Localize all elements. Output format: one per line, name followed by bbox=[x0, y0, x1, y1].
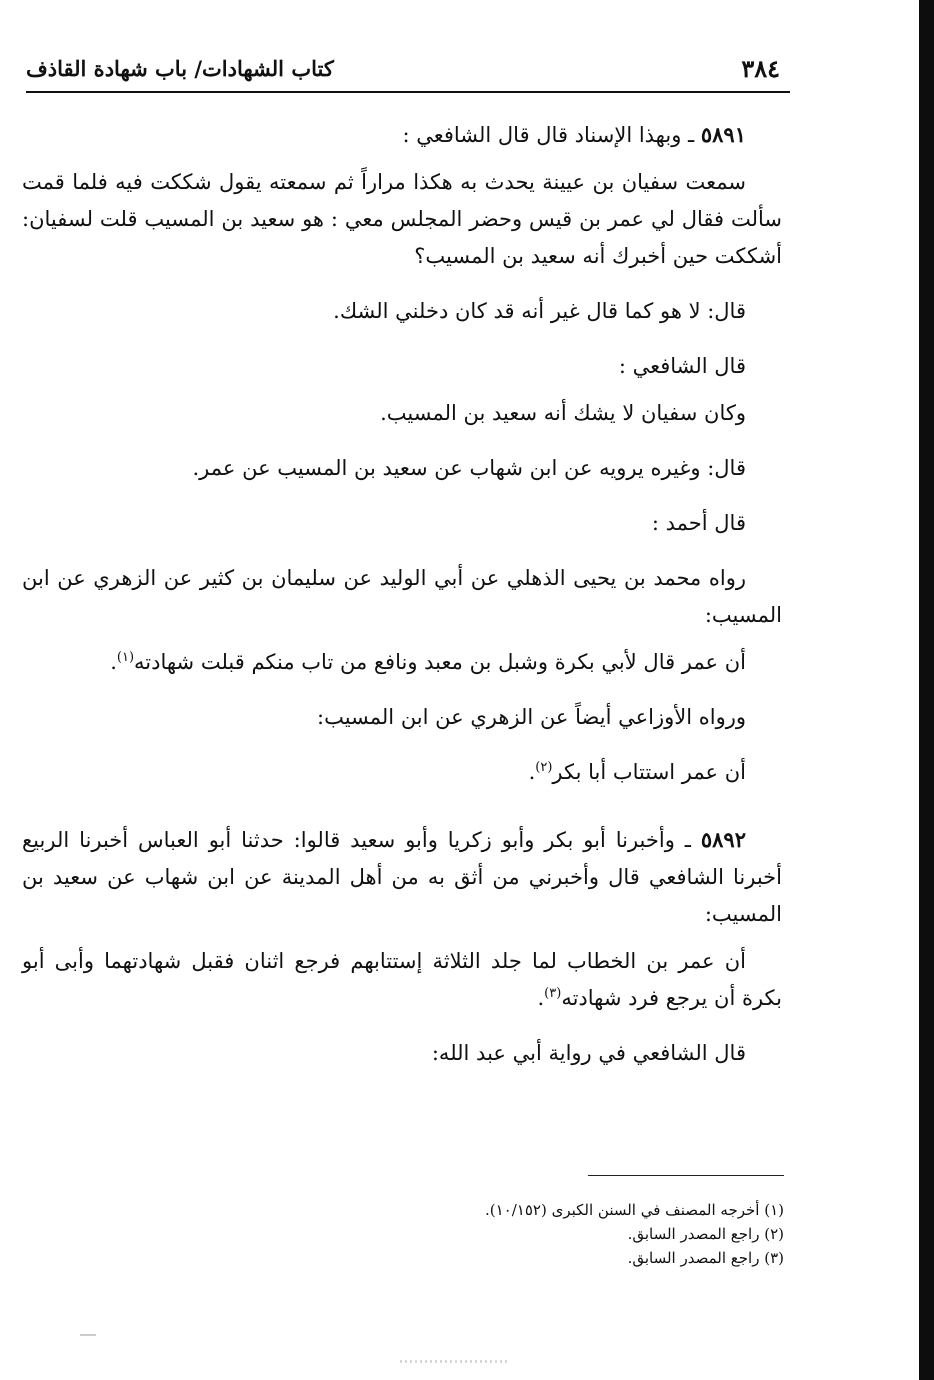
footnote-ref-1: (١) bbox=[116, 650, 135, 665]
paragraph-12: ـ وأخبرنا أبو بكر وأبو زكريا وأبو سعيد قالوا: حدثنا أبو العباس أخبرنا الربيع أخبرنا الشافعي قال وأخبرني من أثق به من أهل المدينة عن ابن شهاب عن سعيد بن المسيب: bbox=[22, 828, 782, 926]
main-text bbox=[22, 116, 782, 1090]
footnotes bbox=[380, 1198, 784, 1270]
paragraph-11-end: . bbox=[528, 760, 536, 784]
paragraph-13-text: أن عمر بن الخطاب لما جلد الثلاثة إستتابهم فرجع اثنان فقبل شهادتهما وأبى أبو بكرة أن يرجع فرد شهادته bbox=[22, 949, 782, 1010]
paragraph-6: قال: وغيره يرويه عن ابن شهاب عن سعيد بن المسيب عن عمر. bbox=[192, 456, 746, 480]
paragraph-7: قال أحمد : bbox=[651, 511, 746, 535]
paragraph-3: قال: لا هو كما قال غير أنه قد كان دخلني الشك. bbox=[333, 299, 746, 323]
paragraph-10: ورواه الأوزاعي أيضاً عن الزهري عن ابن المسيب: bbox=[317, 705, 746, 729]
running-title: كتاب الشهادات/ باب شهادة القاذف bbox=[26, 56, 334, 81]
hadith-number-5891: ٥٨٩١ bbox=[700, 122, 746, 147]
hadith-5892 bbox=[22, 821, 782, 933]
footnote-2: (٢) راجع المصدر السابق. bbox=[627, 1225, 784, 1243]
scan-noise bbox=[400, 1360, 510, 1363]
paragraph-14: قال الشافعي في رواية أبي عبد الله: bbox=[431, 1041, 746, 1065]
paragraph-5: وكان سفيان لا يشك أنه سعيد بن المسيب. bbox=[380, 401, 746, 425]
paragraph-9-text: أن عمر قال لأبي بكرة وشبل بن معبد ونافع من تاب منكم قبلت شهادته bbox=[134, 650, 746, 674]
scan-edge-shadow bbox=[919, 0, 934, 1380]
footnote-ref-2: (٢) bbox=[535, 760, 553, 775]
paragraph-9 bbox=[22, 644, 782, 681]
scan-noise-mark bbox=[80, 1334, 96, 1336]
footnote-3: (٣) راجع المصدر السابق. bbox=[627, 1249, 784, 1267]
paragraph-4: قال الشافعي : bbox=[618, 354, 746, 378]
paragraph-11-text: أن عمر استتاب أبا بكر bbox=[552, 760, 746, 784]
paragraph-1: ـ وبهذا الإسناد قال قال الشافعي : bbox=[402, 123, 695, 147]
paragraph-13 bbox=[22, 943, 782, 1017]
paragraph-8: رواه محمد بن يحيى الذهلي عن أبي الوليد عن سليمان بن كثير عن الزهري عن ابن المسيب: bbox=[22, 566, 782, 627]
paragraph-9-end: . bbox=[110, 650, 117, 674]
footnote-rule bbox=[588, 1175, 784, 1176]
page-number: ٣٨٤ bbox=[741, 54, 780, 83]
page-header bbox=[26, 52, 790, 92]
paragraph-13-end: . bbox=[537, 986, 545, 1010]
paragraph-11 bbox=[22, 754, 782, 791]
footnote-ref-3: (٣) bbox=[544, 986, 562, 1001]
footnote-1: (١) أخرجه المصنف في السنن الكبرى (١٠/١٥٢). bbox=[484, 1201, 784, 1219]
header-rule bbox=[26, 91, 790, 93]
hadith-number-5892: ٥٨٩٢ bbox=[700, 827, 746, 852]
paragraph-2: سمعت سفيان بن عيينة يحدث به هكذا مراراً ثم سمعته يقول شككت فيه فلما قمت سألت فقال لي عمر بن قيس وحضر المجلس معي : هو سعيد بن المسيب قلت لسفيان: أشككت حين أخبرك أنه سعيد بن المسيب؟ bbox=[22, 170, 782, 268]
hadith-5891-intro bbox=[22, 116, 782, 154]
